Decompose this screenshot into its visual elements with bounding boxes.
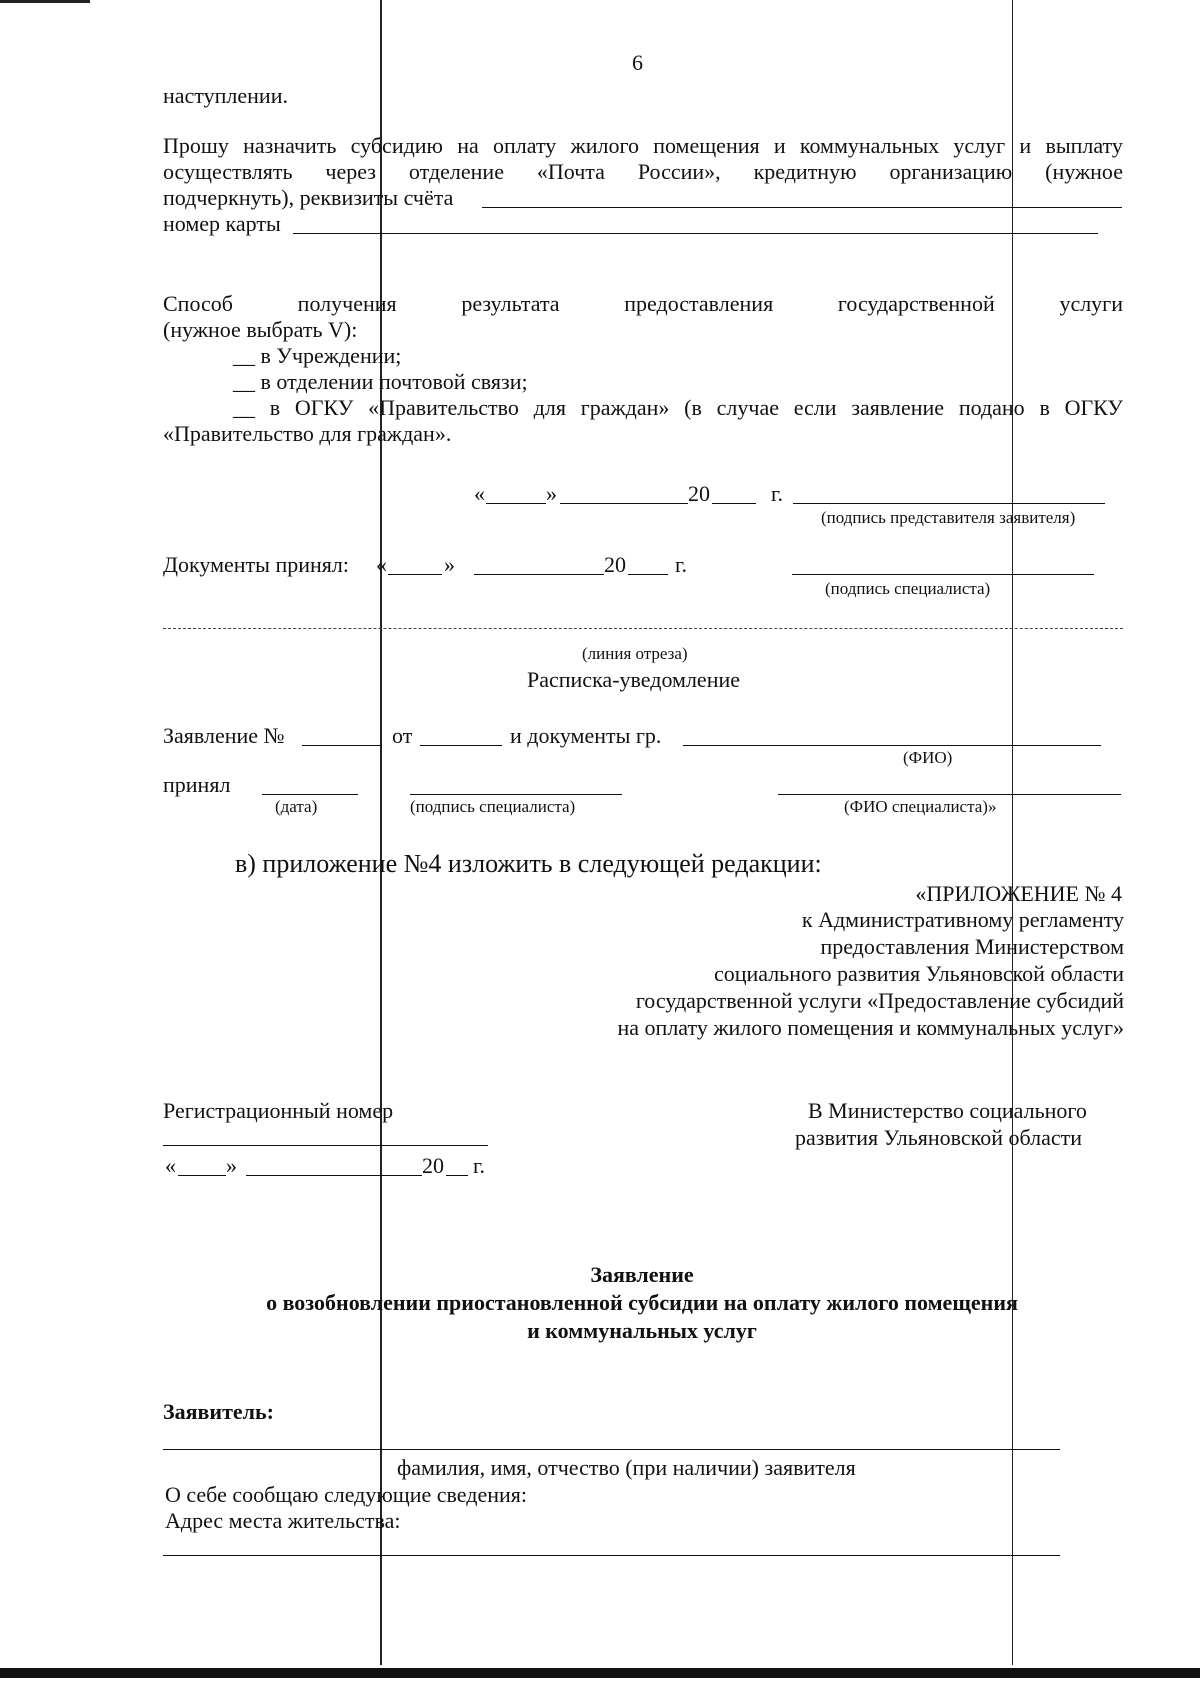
registration-number-label: Регистрационный номер xyxy=(163,1098,394,1123)
appendix-header-line: социального развития Ульяновской области xyxy=(713,961,1124,986)
method-hint: (нужное выбрать V): xyxy=(163,317,358,342)
receipt-fio-caption: (ФИО) xyxy=(903,748,953,767)
accepted-date-field[interactable] xyxy=(262,794,358,795)
quote-close: » xyxy=(546,481,557,506)
word: ОГКУ xyxy=(294,395,354,420)
accepted-signature-field[interactable] xyxy=(410,794,622,795)
cut-line xyxy=(163,628,1123,629)
appendix-header-line: на оплату жилого помещения и коммунальных услуг» xyxy=(617,1015,1124,1040)
word: коммунальных xyxy=(799,133,940,158)
applicant-fio-caption: фамилия, имя, отчество (при наличии) заявителя xyxy=(397,1455,856,1480)
applicant-fio-field[interactable] xyxy=(163,1449,1060,1450)
word: России», xyxy=(637,159,721,184)
appendix-header-line: «ПРИЛОЖЕНИЕ № 4 xyxy=(915,881,1122,906)
specialist-signature-caption: (подпись специалиста) xyxy=(825,579,991,598)
receipt-fio-field[interactable] xyxy=(683,745,1101,746)
receipt-title: Расписка-уведомление xyxy=(527,667,741,692)
method-option-institution[interactable]: __ в Учреждении; xyxy=(233,343,402,368)
registration-year-field[interactable] xyxy=(446,1175,468,1176)
quote-close: » xyxy=(226,1153,237,1178)
account-details-label: подчеркнуть), реквизиты счёта xyxy=(163,185,454,210)
word: услуги xyxy=(1059,291,1123,316)
accepted-date-caption: (дата) xyxy=(275,797,318,816)
word: граждан» xyxy=(580,395,670,420)
registration-day-field[interactable] xyxy=(178,1175,226,1176)
address-label: Адрес места жительства: xyxy=(165,1508,401,1533)
word: в xyxy=(1039,395,1050,420)
word: и xyxy=(1019,133,1032,158)
account-details-field[interactable] xyxy=(482,207,1122,208)
accepted-specialist-fio-caption: (ФИО специалиста)» xyxy=(844,797,997,816)
quote-open: « xyxy=(474,481,485,506)
word: Прошу xyxy=(163,133,229,158)
word: «Правительство xyxy=(368,395,519,420)
receipt-number-label: Заявление № xyxy=(163,723,285,748)
word: если xyxy=(793,395,837,420)
receipt-from-label: от xyxy=(392,723,413,748)
application-subtitle: и коммунальных услуг xyxy=(527,1318,757,1343)
address-field[interactable] xyxy=(163,1555,1060,1556)
year-suffix: г. xyxy=(675,552,688,577)
documents-accepted-label: Документы принял: xyxy=(163,552,349,577)
scan-top-mark xyxy=(0,0,90,3)
specialist-signature-field[interactable] xyxy=(792,574,1094,575)
word: помещения xyxy=(653,133,760,158)
accepted-specialist-fio-field[interactable] xyxy=(778,794,1121,795)
word: Способ xyxy=(163,291,233,316)
word: в xyxy=(269,395,281,420)
registration-month-field[interactable] xyxy=(246,1175,422,1176)
quote-open: « xyxy=(376,552,387,577)
justified-line xyxy=(163,133,1123,159)
word: подано xyxy=(958,395,1025,420)
year-field[interactable] xyxy=(628,574,668,575)
day-field[interactable] xyxy=(486,503,546,504)
appendix-header-line: к Административному регламенту xyxy=(801,907,1124,932)
cut-line-caption: (линия отреза) xyxy=(582,644,688,663)
word: субсидию xyxy=(350,133,443,158)
application-subtitle: о возобновлении приостановленной субсидии на оплату жилого помещения xyxy=(266,1290,1018,1315)
representative-signature-caption: (подпись представителя заявителя) xyxy=(821,508,1076,527)
word: услуг xyxy=(953,133,1006,158)
card-number-field[interactable] xyxy=(293,233,1098,234)
justified-line xyxy=(163,159,1123,185)
method-option-post[interactable]: __ в отделении почтовой связи; xyxy=(233,369,528,394)
year-prefix: 20 xyxy=(688,481,710,506)
registration-number-field[interactable] xyxy=(163,1145,488,1146)
applicant-info-label: О себе сообщаю следующие сведения: xyxy=(165,1482,528,1507)
word: «Почта xyxy=(536,159,605,184)
word: оплату xyxy=(493,133,557,158)
day-field[interactable] xyxy=(388,574,442,575)
page-number: 6 xyxy=(632,50,643,75)
section-v-heading: в) приложение №4 изложить в следующей редакции: xyxy=(235,849,822,878)
receipt-date-field[interactable] xyxy=(420,745,502,746)
addressee-line: развития Ульяновской области xyxy=(795,1125,1083,1150)
justified-line xyxy=(163,291,1123,317)
application-title: Заявление xyxy=(590,1262,694,1287)
year-suffix: г. xyxy=(771,481,784,506)
word: через xyxy=(325,159,376,184)
addressee-line: В Министерство социального xyxy=(808,1098,1087,1123)
scan-vertical-line-right xyxy=(1012,0,1013,1665)
year-field[interactable] xyxy=(712,503,756,504)
word: и xyxy=(773,133,786,158)
word: случае xyxy=(716,395,779,420)
word: результата xyxy=(461,291,560,316)
word: кредитную xyxy=(753,159,857,184)
word: (в xyxy=(684,395,702,420)
appendix-header-line: государственной услуги «Предоставление субсидий xyxy=(635,988,1124,1013)
method-option-ogku-cont: «Правительство для граждан». xyxy=(163,421,452,446)
word: государственной xyxy=(837,291,995,316)
method-option-ogku[interactable] xyxy=(233,395,1123,421)
representative-signature-field[interactable] xyxy=(793,503,1105,504)
applicant-label: Заявитель: xyxy=(163,1399,274,1424)
receipt-number-field[interactable] xyxy=(302,745,382,746)
year-suffix: г. xyxy=(473,1153,486,1178)
word: на xyxy=(457,133,479,158)
word: заявление xyxy=(851,395,945,420)
quote-open: « xyxy=(165,1153,176,1178)
quote-close: » xyxy=(444,552,455,577)
word: жилого xyxy=(570,133,639,158)
month-field[interactable] xyxy=(474,574,604,575)
word: осуществлять xyxy=(163,159,293,184)
scan-vertical-line-left xyxy=(380,0,382,1665)
year-prefix: 20 xyxy=(604,552,626,577)
word: ОГКУ xyxy=(1064,395,1123,420)
word: организацию xyxy=(889,159,1013,184)
month-field[interactable] xyxy=(560,503,688,504)
appendix-header-line: предоставления Министерством xyxy=(820,934,1124,959)
paragraph-line: наступлении. xyxy=(163,83,288,108)
word: назначить xyxy=(243,133,337,158)
word: для xyxy=(533,395,566,420)
word: получения xyxy=(297,291,397,316)
year-prefix: 20 xyxy=(422,1153,444,1178)
word: выплату xyxy=(1045,133,1123,158)
receipt-docs-label: и документы гр. xyxy=(510,723,662,748)
word: предоставления xyxy=(624,291,774,316)
scan-bottom-border xyxy=(0,1668,1200,1678)
accepted-by-label: принял xyxy=(163,772,231,797)
word: отделение xyxy=(408,159,504,184)
word: (нужное xyxy=(1045,159,1123,184)
word: __ xyxy=(233,395,255,420)
card-number-label: номер карты xyxy=(163,211,281,236)
accepted-signature-caption: (подпись специалиста) xyxy=(410,797,576,816)
